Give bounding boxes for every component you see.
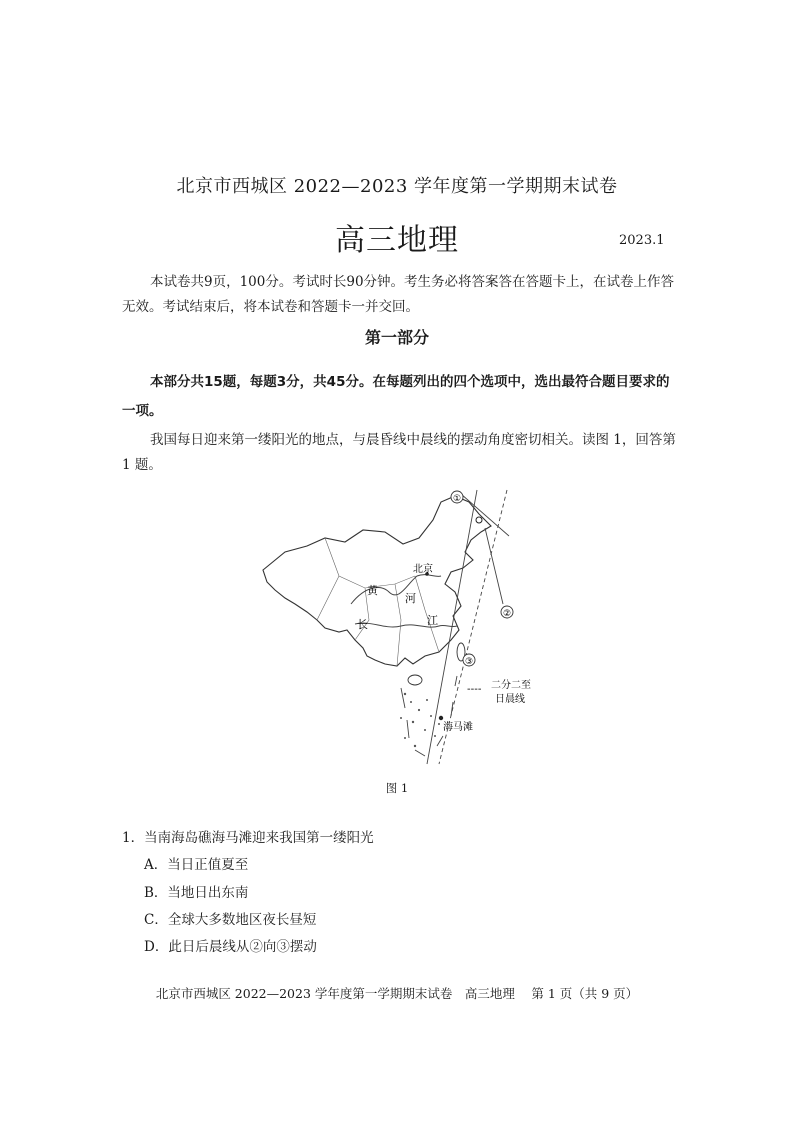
subject-title: 高三地理	[335, 223, 459, 258]
yangtze-label-1: 长	[357, 618, 368, 631]
option-c: C．全球大多数地区夜长昼短	[144, 912, 317, 928]
nine-dash-line	[401, 676, 457, 756]
yangtze-river	[355, 623, 457, 627]
question-stem: 1．当南海岛礁海马滩迎来我国第一缕阳光	[122, 830, 374, 846]
northeast-point	[476, 517, 482, 523]
yangtze-label-2: 江	[427, 614, 438, 627]
question-intro: 我国每日迎来第一缕阳光的地点，与晨昏线中晨线的摆动角度密切相关。读图 1，回答第 1 题。	[122, 432, 676, 473]
province-boundaries	[317, 538, 439, 666]
option-b: B．当地日出东南	[144, 885, 249, 901]
haimatan-label: 海马滩	[443, 722, 473, 733]
figure-caption: 图 1	[385, 781, 409, 795]
south-sea-islands	[400, 693, 440, 747]
marker-2-label: ②	[502, 609, 512, 619]
yellow-river-label-1: 黄	[367, 584, 378, 597]
marker-3-label: ③	[464, 657, 474, 667]
yellow-river-label-2: 河	[405, 592, 416, 605]
legend-dash: ----	[467, 684, 482, 695]
option-a: A．当日正值夏至	[144, 857, 249, 873]
exam-instructions: 本试卷共9页，100分。考试时长90分钟。考生务必将答案答在答题卡上，在试卷上作答无效。考试结束后，将本试卷和答题卡一并交回。	[122, 274, 675, 315]
legend-label-line2: 日晨线	[495, 694, 525, 705]
haimatan-point	[439, 716, 443, 720]
exam-date: 2023.1	[619, 233, 665, 248]
hainan-island	[408, 675, 422, 685]
marker-1-label: ①	[452, 494, 462, 504]
section-description: 本部分共15题，每题3分，共45分。在每题列出的四个选项中，选出最符合题目要求的一项。	[122, 374, 670, 419]
legend-label-line1: 二分二至	[491, 680, 531, 691]
exam-title: 北京市西城区 2022—2023 学年度第一学期期末试卷	[176, 176, 618, 197]
option-d: D．此日后晨线从②向③摆动	[144, 939, 317, 955]
beijing-label: 北京	[413, 564, 433, 575]
china-map-figure	[255, 480, 575, 770]
section-heading: 第一部分	[364, 328, 429, 347]
page-footer: 北京市西城区 2022—2023 学年度第一学期期末试卷 高三地理 第 1 页（共 9 页）	[155, 986, 639, 1001]
china-outline	[263, 496, 491, 666]
